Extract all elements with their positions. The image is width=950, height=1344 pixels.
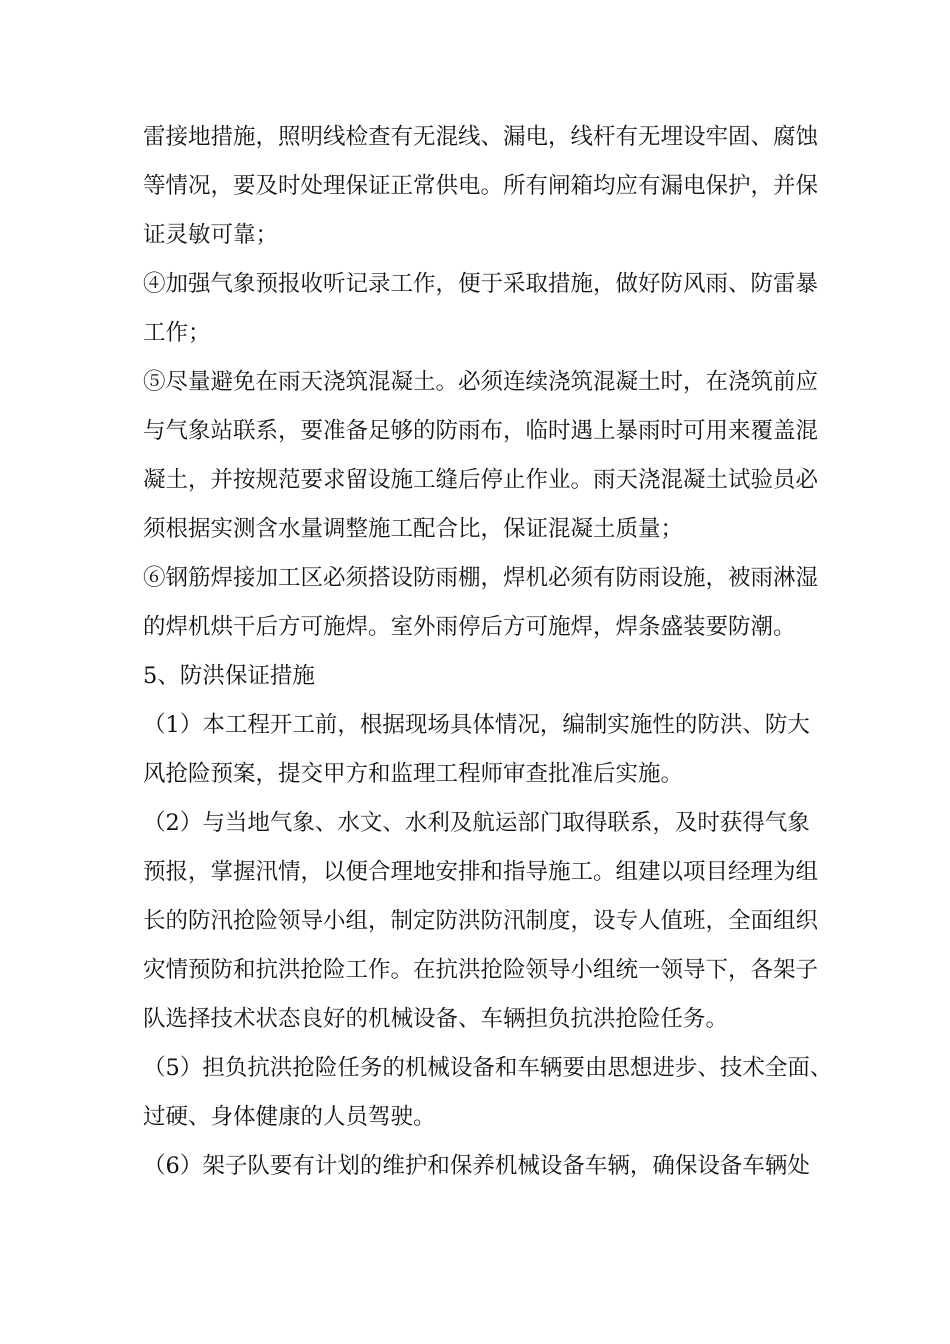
text-line: ⑥钢筋焊接加工区必须搭设防雨棚，焊机必须有防雨设施，被雨淋湿 bbox=[143, 565, 819, 591]
text-line: 长的防汛抢险领导小组，制定防洪防汛制度，设专人值班，全面组织 bbox=[143, 908, 819, 934]
text-line: 灾情预防和抗洪抢险工作。在抗洪抢险领导小组统一领导下，各架子 bbox=[143, 957, 819, 983]
document-body bbox=[143, 113, 833, 1191]
text-line: 雷接地措施，照明线检查有无混线、漏电，线杆有无埋设牢固、腐蚀 bbox=[143, 124, 819, 150]
text-line: 等情况，要及时处理保证正常供电。所有闸箱均应有漏电保护，并保 bbox=[143, 173, 819, 199]
text-line: 凝土，并按规范要求留设施工缝后停止作业。雨天浇混凝土试验员必 bbox=[143, 467, 819, 493]
text-line: 的焊机烘干后方可施焊。室外雨停后方可施焊，焊条盛装要防潮。 bbox=[143, 614, 796, 640]
text-line: ④加强气象预报收听记录工作，便于采取措施，做好防风雨、防雷暴 bbox=[143, 271, 819, 297]
text-line: ⑤尽量避免在雨天浇筑混凝土。必须连续浇筑混凝土时，在浇筑前应 bbox=[143, 369, 819, 395]
text-line: 过硬、身体健康的人员驾驶。 bbox=[143, 1104, 436, 1130]
text-line: 与气象站联系，要准备足够的防雨布，临时遇上暴雨时可用来覆盖混 bbox=[143, 418, 819, 444]
text-line: 队选择技术状态良好的机械设备、车辆担负抗洪抢险任务。 bbox=[143, 1006, 729, 1032]
text-line: 证灵敏可靠； bbox=[143, 222, 279, 248]
text-line: 预报，掌握汛情，以便合理地安排和指导施工。组建以项目经理为组 bbox=[143, 859, 819, 885]
text-line: （1）本工程开工前，根据现场具体情况，编制实施性的防洪、防大 bbox=[143, 712, 810, 738]
text-line: 须根据实测含水量调整施工配合比，保证混凝土质量； bbox=[143, 516, 684, 542]
section-heading: 5、防洪保证措施 bbox=[143, 663, 315, 689]
text-line: （6）架子队要有计划的维护和保养机械设备车辆，确保设备车辆处 bbox=[143, 1153, 810, 1179]
text-line: 工作； bbox=[143, 320, 211, 346]
text-line: （2）与当地气象、水文、水利及航运部门取得联系，及时获得气象 bbox=[143, 810, 810, 836]
text-line: （5）担负抗洪抢险任务的机械设备和车辆要由思想进步、技术全面、 bbox=[143, 1055, 833, 1081]
text-line: 风抢险预案，提交甲方和监理工程师审查批准后实施。 bbox=[143, 761, 684, 787]
